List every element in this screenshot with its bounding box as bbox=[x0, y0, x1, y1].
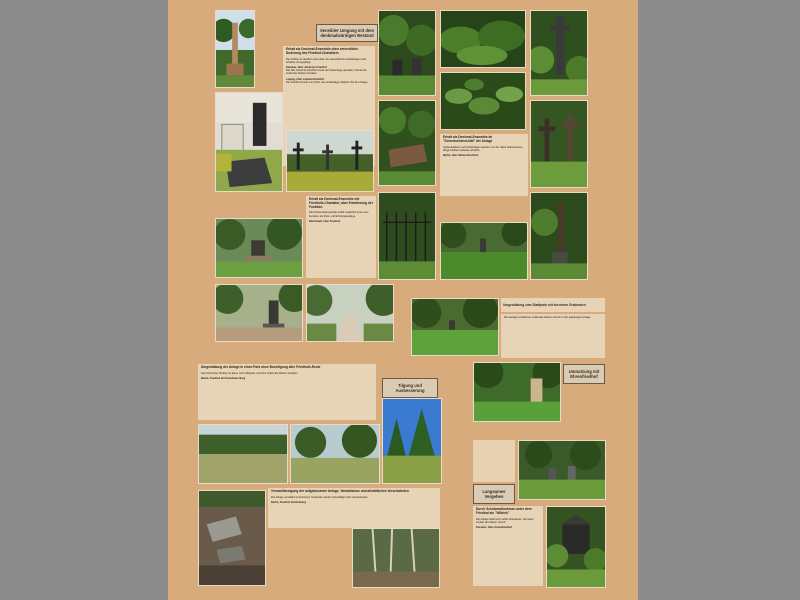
text-heading: Erhalt als Denkmal-Ensemble im "Dornröschenschlaf" der Anlage bbox=[443, 135, 493, 143]
photo-monument-sky bbox=[215, 10, 255, 88]
text-block-wildnis bbox=[473, 506, 543, 586]
label-umnutzung: Umnutzung mit Ehrenfriedhof bbox=[563, 364, 605, 384]
text-body: Der Aufbau ist deutlich erkennbar, die wesentlichen Grabanlagen sind erhalten und gepflegt. bbox=[286, 57, 367, 64]
text-block-dornroeschen bbox=[440, 134, 528, 196]
text-block-vernachlaessigung bbox=[268, 488, 440, 528]
text-subheading: Berlin, Alter Marien-Kirchhof bbox=[443, 154, 479, 157]
text-body: Der Alte Johannis-Friedhof wurde als Parkanlage gestaltet, historische Grabmale blieben erhalten. bbox=[286, 69, 367, 76]
photo-large-leaves bbox=[440, 72, 526, 130]
text-subheading: Leipzig, Alter Johannisfriedhof bbox=[286, 77, 324, 81]
text-body: Die Anlage verwildert zunehmend, Grabmale werden beschädigt oder verschwinden. bbox=[271, 495, 369, 499]
photo-cross-column bbox=[530, 10, 588, 96]
photo-conifers bbox=[382, 398, 442, 484]
photo-birch-grove bbox=[352, 528, 440, 588]
photo-broken-tombstones bbox=[198, 490, 266, 586]
photo-two-crosses bbox=[530, 100, 588, 188]
text-heading: Umgestaltung der Anlage in einen Park ohne Beseitigung aller Friedhofs-Reste bbox=[201, 365, 321, 369]
text-subheading: Dresden, Alter Annenfriedhof bbox=[476, 526, 512, 529]
text-body: Die wenigen erhaltenen Grabmale stehen einzeln in der parkartigen Anlage. bbox=[504, 316, 592, 319]
text-subheading: Berlin, Friedhof am Prenzlauer Berg bbox=[201, 377, 246, 380]
text-subheading: Zwickau, Alter Johannis-Friedhof bbox=[286, 66, 327, 69]
blank-card bbox=[473, 440, 515, 482]
photo-avenue-trees bbox=[306, 284, 394, 342]
text-heading: Erhalt als Denkmal-Ensemble mit Friedhofs-Charakter, aber Erweiterung der Funktion bbox=[309, 197, 373, 209]
photo-ivy-ground bbox=[440, 222, 528, 280]
label-sensibler-umgang: Sensibler Umgang mit dem denkmalwürdigen Bestand bbox=[316, 24, 378, 42]
photo-cleared-field bbox=[198, 424, 288, 484]
text-body: Die Anlage bleibt sich selbst überlassen, die Natur erobert den Raum zurück. bbox=[476, 517, 534, 524]
text-body: Gedenkstätten und Grabanlagen werden von der Natur überwachsen, Wege bleiben teilweise erhalten. bbox=[443, 145, 524, 152]
photo-overgrown-tomb bbox=[546, 506, 606, 588]
photo-tall-tree-grave bbox=[530, 192, 588, 280]
text-subheading: Berlin, Friedhof Schöneberg bbox=[271, 501, 306, 504]
photo-grave-angel bbox=[215, 92, 283, 192]
photo-path-obelisk bbox=[215, 284, 303, 342]
text-block-stadtpark-body bbox=[501, 314, 605, 358]
photo-wild-gravestones bbox=[518, 440, 606, 500]
photo-iron-fence bbox=[378, 192, 436, 280]
photo-crosses-flowers bbox=[286, 130, 374, 192]
text-heading: Erhalt als Denkmal-Ensemble ohne wesentliche Änderung des Friedhof-Charakters bbox=[286, 47, 359, 55]
text-block-park-umgestaltung bbox=[198, 364, 376, 420]
photo-stadtpark-lawn bbox=[411, 298, 499, 356]
text-block-erweiterung bbox=[306, 196, 376, 278]
photo-park-memorial bbox=[215, 218, 303, 278]
text-heading: Vernachlässigung der aufgelassenen Anlage, Vandalismus und allmähliches Verschwinden bbox=[271, 489, 409, 493]
photo-ferns bbox=[440, 10, 526, 68]
photo-ivy-urns bbox=[378, 10, 436, 96]
text-body: Das Denkmal-Ensemble erhält zusätzlich eine neue Funktion als Park- und Erholungsanlage. bbox=[309, 211, 369, 218]
poster-board bbox=[168, 0, 638, 600]
label-langsames-vergehen: Langsames Vergehen bbox=[473, 484, 515, 504]
text-body: Die historische Struktur ist kaum noch ablesbar, einzelne Grabmale blieben erhalten. bbox=[201, 371, 299, 375]
text-body: Der Friedhof wurde zum Park, die Grabanlagen blieben Teil der Anlage. bbox=[286, 80, 368, 84]
text-heading: Durch Schutzmaßnahmen unter dem Friedhof als "Wildnis" bbox=[476, 507, 532, 515]
text-subheading: Darmstadt, Alter Friedhof bbox=[309, 219, 341, 223]
photo-ehrenfriedhof bbox=[473, 362, 561, 422]
text-block-stadtpark: Umgestaltung zum Stadtpark mit einzelnen Grabmalen bbox=[501, 298, 605, 312]
label-tilgung: Tilgung und Ausbesserung bbox=[382, 378, 438, 398]
photo-meadow-trees bbox=[290, 424, 380, 484]
photo-overgrown-grave bbox=[378, 100, 436, 186]
